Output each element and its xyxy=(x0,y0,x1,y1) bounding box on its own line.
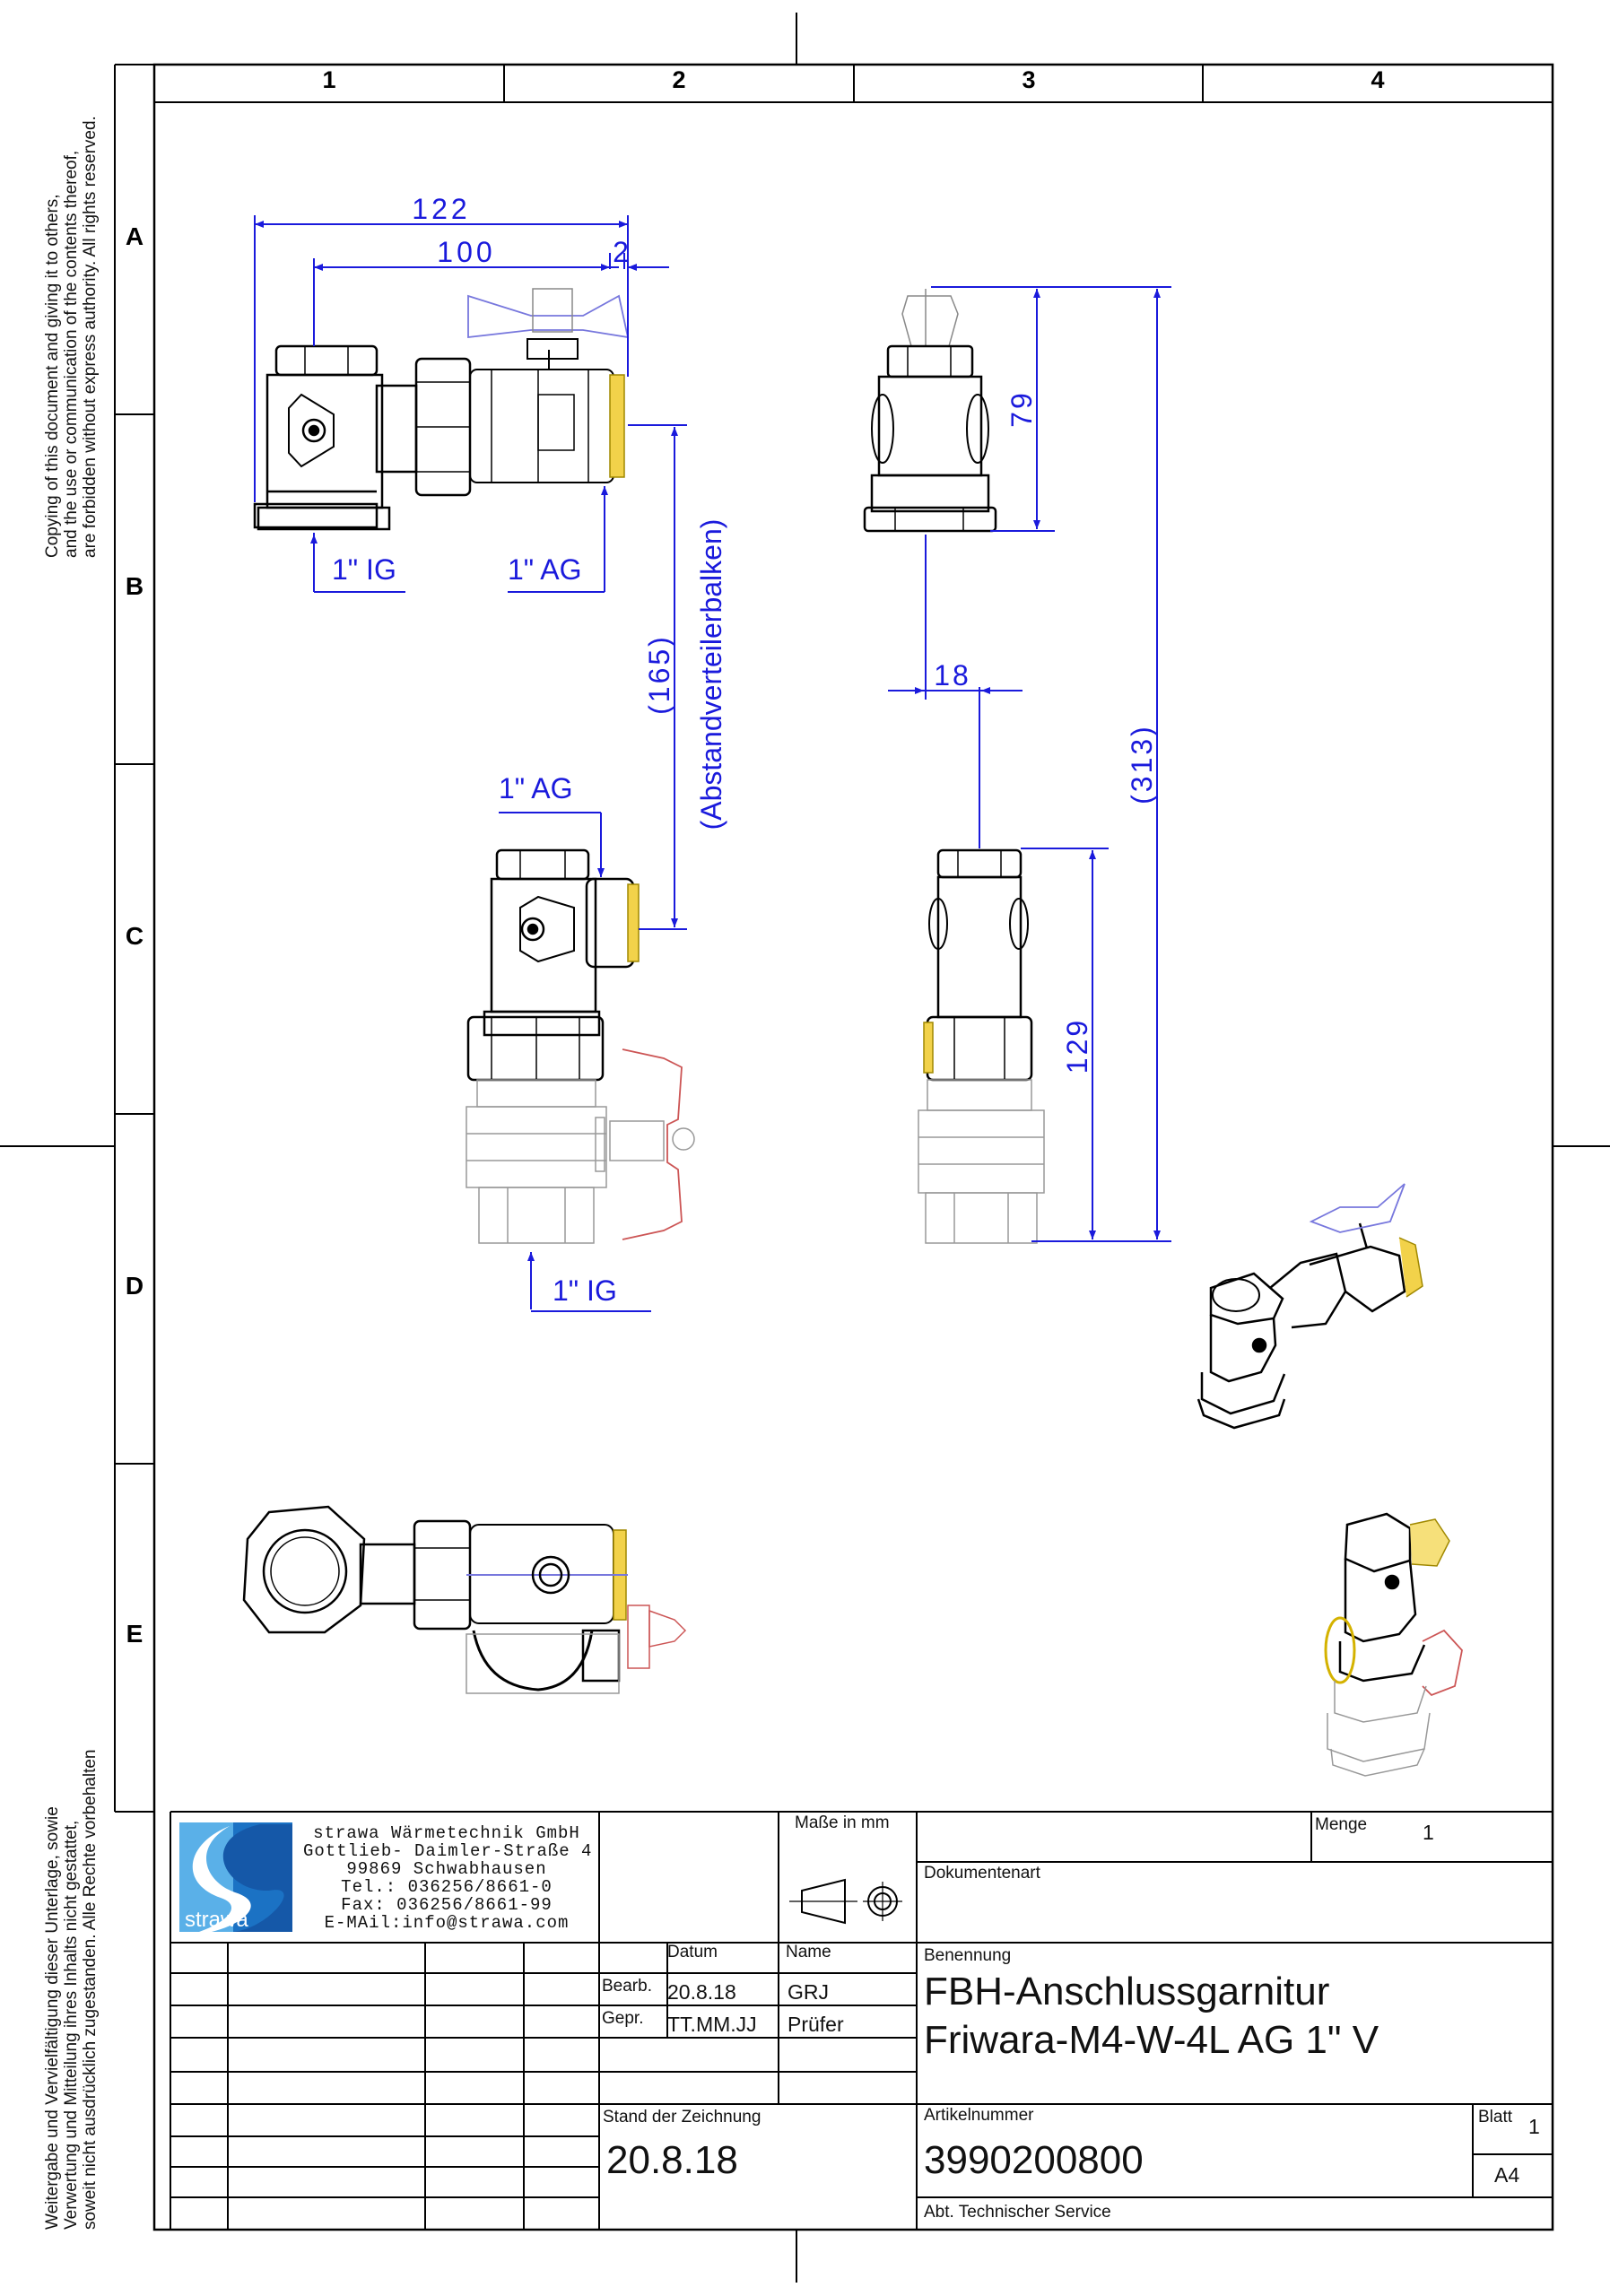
name-header: Name xyxy=(786,1943,831,1961)
grid-row-e: E xyxy=(126,1620,144,1648)
document-type-label: Dokumentenart xyxy=(924,1864,1040,1883)
rotated-front-view-valve xyxy=(466,850,694,1243)
copyright-notice-en: Copying of this document and giving it to others, and the use or communication of the contents thereof, are forbidden without express authority. All rights reserved. xyxy=(43,116,100,558)
paper-format: A4 xyxy=(1494,2163,1520,2187)
dimension-2: 2 xyxy=(613,236,629,268)
grid-row-d: D xyxy=(125,1272,144,1300)
dimension-165-note: (Abstandverteilerbalken) xyxy=(695,518,727,831)
dimension-165: (165) xyxy=(643,634,675,715)
top-view-valve xyxy=(244,1507,685,1693)
thread-label-mid-outlet: 1" AG xyxy=(499,772,573,804)
copyright-notice-de: Weitergabe und Vervielfältigung dieser Unterlage, sowie Verwertung und Mitteilung ihres Inhalts nicht gestattet, soweit nicht ausdrücklich zugestanden. Alle Rechte vorbehalten xyxy=(43,1749,100,2230)
company-address: strawa Wärmetechnik GmbH Gottlieb- Daimler-Straße 4 99869 Schwabhausen Tel.: 036256/8661-0 Fax: 036256/8661-99 E-MAil:info@strawa.com xyxy=(303,1823,593,1933)
dimension-100: 100 xyxy=(437,236,496,268)
checked-name: Prüfer xyxy=(788,2013,844,2036)
units-label: Maße in mm xyxy=(795,1813,890,1832)
dimension-313: (313) xyxy=(1126,724,1158,804)
thread-label-top-inlet: 1" IG xyxy=(332,553,396,586)
front-view-valve xyxy=(255,289,628,529)
dimension-129: 129 xyxy=(1061,1017,1093,1074)
article-number-label: Artikelnummer xyxy=(924,2106,1034,2125)
drawn-label: Bearb. xyxy=(602,1977,652,1996)
grid-row-c: C xyxy=(125,922,144,950)
thread-label-mid-inlet: 1" IG xyxy=(553,1274,617,1307)
grid-column-1: 1 xyxy=(322,66,336,93)
projection-symbol xyxy=(789,1880,902,1923)
drawn-name: GRJ xyxy=(788,1980,829,2004)
isometric-view-valve-1 xyxy=(1198,1184,1423,1428)
grid-column-3: 3 xyxy=(1022,66,1036,93)
date-header: Datum xyxy=(667,1943,718,1961)
thread-label-top-outlet: 1" AG xyxy=(508,553,582,586)
grid-column-4: 4 xyxy=(1371,66,1385,93)
dimension-122: 122 xyxy=(412,193,471,225)
logo-text: strawa xyxy=(185,1908,248,1932)
dimension-18: 18 xyxy=(934,659,971,691)
quantity-label: Menge xyxy=(1315,1815,1368,1834)
checked-date: TT.MM.JJ xyxy=(667,2013,757,2036)
drawing-status-label: Stand der Zeichnung xyxy=(603,2108,761,2126)
checked-label: Gepr. xyxy=(602,2009,644,2028)
side-view-valve xyxy=(865,289,996,531)
article-number-value: 3990200800 xyxy=(924,2138,1144,2182)
quantity-value: 1 xyxy=(1423,1821,1434,1844)
dimension-79: 79 xyxy=(1005,390,1038,428)
isometric-view-valve-2 xyxy=(1326,1514,1462,1776)
grid-row-a: A xyxy=(125,222,144,250)
designation-label: Benennung xyxy=(924,1946,1012,1965)
drawn-date: 20.8.18 xyxy=(667,1980,736,2004)
sheet-label: Blatt xyxy=(1478,2108,1513,2126)
designation-line-1: FBH-Anschlussgarnitur xyxy=(924,1970,1330,2013)
department-label: Abt. Technischer Service xyxy=(924,2203,1111,2222)
designation-line-2: Friwara-M4-W-4L AG 1" V xyxy=(924,2018,1379,2062)
grid-column-2: 2 xyxy=(672,66,686,93)
sheet-value: 1 xyxy=(1528,2115,1540,2138)
grid-row-b: B xyxy=(125,572,144,600)
rotated-side-view-valve xyxy=(918,850,1044,1243)
strawa-logo xyxy=(179,1822,292,1932)
drawing-status-value: 20.8.18 xyxy=(606,2138,738,2182)
